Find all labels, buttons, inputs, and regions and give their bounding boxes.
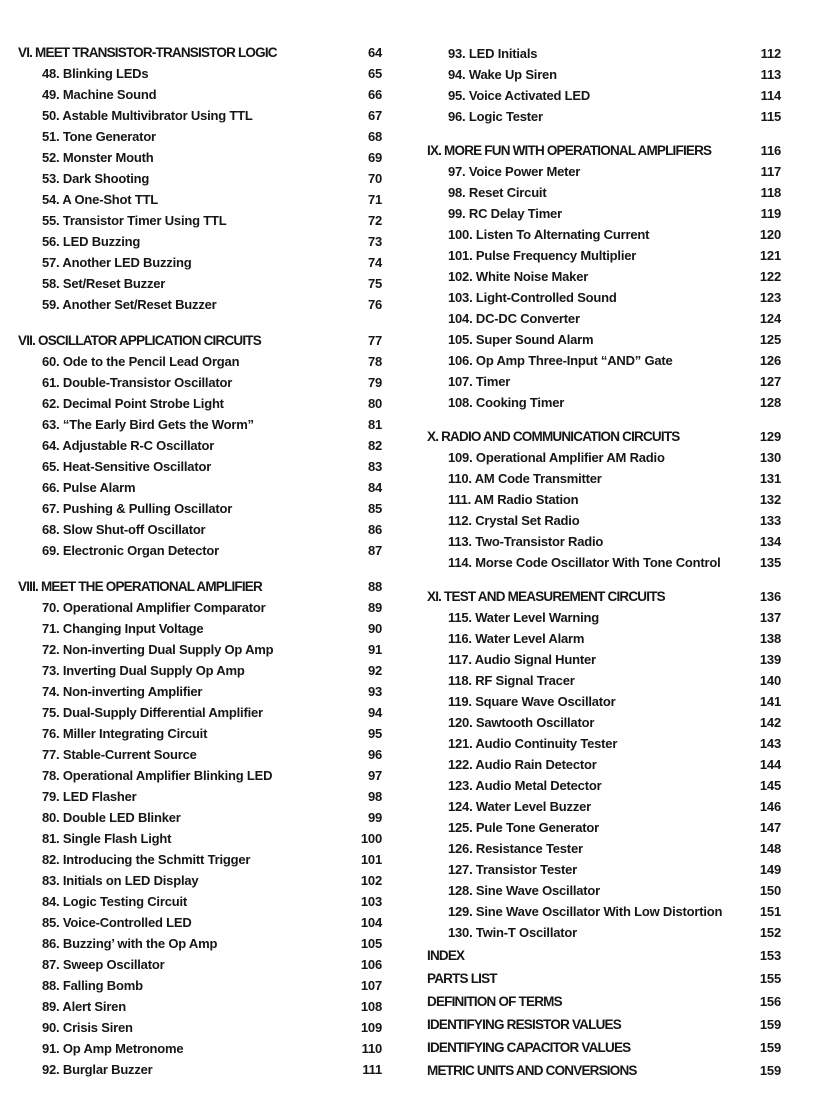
backmatter-title: IDENTIFYING CAPACITOR VALUES bbox=[427, 1040, 631, 1055]
backmatter-page-number: 159 bbox=[759, 1040, 781, 1055]
toc-entry-title: 72. Non-inverting Dual Supply Op Amp bbox=[42, 642, 274, 657]
toc-entry-title: 81. Single Flash Light bbox=[42, 831, 172, 846]
toc-entry-page-number: 132 bbox=[759, 492, 781, 507]
toc-entry-title: 126. Resistance Tester bbox=[448, 841, 583, 856]
toc-entry-page-number: 126 bbox=[759, 353, 781, 368]
toc-entry-title: 51. Tone Generator bbox=[42, 129, 156, 144]
toc-entry-title: 113. Two-Transistor Radio bbox=[448, 534, 604, 549]
toc-entry bbox=[427, 754, 781, 775]
toc-entry-title: 78. Operational Amplifier Blinking LED bbox=[42, 768, 273, 783]
toc-entry bbox=[427, 670, 781, 691]
toc-entry bbox=[18, 456, 382, 477]
toc-entry-title: 87. Sweep Oscillator bbox=[42, 957, 165, 972]
toc-entry bbox=[18, 294, 382, 315]
toc-entry-page-number: 110 bbox=[361, 1041, 382, 1056]
backmatter-row bbox=[427, 1013, 781, 1036]
toc-entry bbox=[427, 859, 781, 880]
toc-entry-title: 52. Monster Mouth bbox=[42, 150, 154, 165]
toc-entry-title: 73. Inverting Dual Supply Op Amp bbox=[42, 663, 245, 678]
toc-block-section bbox=[427, 140, 781, 413]
toc-entry-page-number: 104 bbox=[360, 915, 382, 930]
section-page-number: 88 bbox=[367, 579, 382, 594]
toc-entry-page-number: 152 bbox=[759, 925, 781, 940]
toc-entry-title: 96. Logic Tester bbox=[448, 109, 543, 124]
toc-entry bbox=[427, 224, 781, 245]
toc-entry-title: 68. Slow Shut-off Oscillator bbox=[42, 522, 206, 537]
backmatter-page-number: 156 bbox=[759, 994, 781, 1009]
toc-entry bbox=[18, 105, 382, 126]
section-header-row bbox=[427, 426, 781, 447]
toc-entry-title: 119. Square Wave Oscillator bbox=[448, 694, 616, 709]
toc-entry bbox=[18, 723, 382, 744]
backmatter-page-number: 159 bbox=[759, 1017, 781, 1032]
toc-entry-title: 50. Astable Multivibrator Using TTL bbox=[42, 108, 253, 123]
section-page-number: 129 bbox=[759, 429, 781, 444]
toc-entry-title: 49. Machine Sound bbox=[42, 87, 157, 102]
section-title: X. RADIO AND COMMUNICATION CIRCUITS bbox=[427, 429, 680, 444]
toc-entry bbox=[18, 414, 382, 435]
toc-entry-page-number: 134 bbox=[759, 534, 781, 549]
backmatter-page-number: 159 bbox=[759, 1063, 781, 1078]
toc-entry bbox=[427, 447, 781, 468]
toc-entry bbox=[427, 733, 781, 754]
toc-entry-page-number: 82 bbox=[367, 438, 382, 453]
toc-entry-page-number: 137 bbox=[759, 610, 781, 625]
toc-entry bbox=[18, 498, 382, 519]
toc-entry bbox=[427, 880, 781, 901]
toc-entry-page-number: 150 bbox=[759, 883, 781, 898]
toc-entry bbox=[427, 628, 781, 649]
toc-entry-page-number: 120 bbox=[759, 227, 781, 242]
toc-entry-page-number: 141 bbox=[759, 694, 781, 709]
toc-column-left bbox=[18, 27, 382, 1080]
toc-entry-page-number: 78 bbox=[367, 354, 382, 369]
toc-entry-page-number: 86 bbox=[367, 522, 382, 537]
toc-entry-title: 123. Audio Metal Detector bbox=[448, 778, 602, 793]
toc-entry bbox=[18, 189, 382, 210]
toc-entry-page-number: 112 bbox=[760, 46, 781, 61]
toc-entry bbox=[427, 489, 781, 510]
backmatter-row bbox=[427, 1036, 781, 1059]
toc-entry-page-number: 103 bbox=[360, 894, 382, 909]
toc-entry-page-number: 108 bbox=[360, 999, 382, 1014]
toc-entry bbox=[18, 168, 382, 189]
toc-entry-page-number: 114 bbox=[760, 88, 781, 103]
toc-entry bbox=[427, 182, 781, 203]
toc-entry-page-number: 101 bbox=[360, 852, 382, 867]
toc-entry-page-number: 71 bbox=[367, 192, 382, 207]
toc-entry bbox=[18, 744, 382, 765]
toc-entry-title: 54. A One-Shot TTL bbox=[42, 192, 159, 207]
toc-entry-title: 53. Dark Shooting bbox=[42, 171, 150, 186]
section-page-number: 77 bbox=[367, 333, 382, 348]
toc-entry-page-number: 90 bbox=[367, 621, 382, 636]
toc-entry bbox=[18, 639, 382, 660]
toc-entry bbox=[427, 43, 781, 64]
toc-entry-title: 64. Adjustable R-C Oscillator bbox=[42, 438, 215, 453]
toc-entry bbox=[18, 975, 382, 996]
toc-entry-page-number: 97 bbox=[367, 768, 382, 783]
toc-block-section bbox=[18, 42, 382, 315]
toc-entry-title: 94. Wake Up Siren bbox=[448, 67, 557, 82]
toc-entry bbox=[427, 85, 781, 106]
toc-entry-title: 108. Cooking Timer bbox=[448, 395, 565, 410]
toc-entry-page-number: 92 bbox=[367, 663, 382, 678]
toc-entry-title: 90. Crisis Siren bbox=[42, 1020, 133, 1035]
toc-entry bbox=[427, 531, 781, 552]
section-page-number: 116 bbox=[760, 143, 781, 158]
toc-entry-title: 74. Non-inverting Amplifier bbox=[42, 684, 203, 699]
toc-entry bbox=[18, 1017, 382, 1038]
toc-entry-title: 117. Audio Signal Hunter bbox=[448, 652, 596, 667]
toc-entry bbox=[18, 1059, 382, 1080]
toc-entry-title: 60. Ode to the Pencil Lead Organ bbox=[42, 354, 240, 369]
toc-entry bbox=[18, 933, 382, 954]
backmatter-row bbox=[427, 1059, 781, 1082]
toc-entry-page-number: 113 bbox=[760, 67, 781, 82]
toc-entry bbox=[427, 392, 781, 413]
toc-entry bbox=[427, 838, 781, 859]
toc-entry-title: 124. Water Level Buzzer bbox=[448, 799, 592, 814]
toc-entry-page-number: 87 bbox=[367, 543, 382, 558]
toc-entry bbox=[427, 552, 781, 573]
toc-entry-page-number: 138 bbox=[759, 631, 781, 646]
toc-entry-title: 59. Another Set/Reset Buzzer bbox=[42, 297, 217, 312]
toc-entry bbox=[18, 1038, 382, 1059]
toc-entry-page-number: 151 bbox=[759, 904, 781, 919]
toc-entry-title: 128. Sine Wave Oscillator bbox=[448, 883, 601, 898]
toc-entry-page-number: 142 bbox=[759, 715, 781, 730]
toc-entry-page-number: 94 bbox=[367, 705, 382, 720]
toc-entry-title: 85. Voice-Controlled LED bbox=[42, 915, 192, 930]
toc-entry-page-number: 147 bbox=[759, 820, 781, 835]
toc-entry-title: 70. Operational Amplifier Comparator bbox=[42, 600, 266, 615]
toc-entry bbox=[18, 681, 382, 702]
toc-entry-page-number: 93 bbox=[367, 684, 382, 699]
toc-block-section bbox=[427, 586, 781, 943]
toc-entry-title: 99. RC Delay Timer bbox=[448, 206, 562, 221]
toc-entry bbox=[18, 660, 382, 681]
toc-entry-page-number: 68 bbox=[367, 129, 382, 144]
section-header-row bbox=[427, 140, 781, 161]
toc-entry-title: 65. Heat-Sensitive Oscillator bbox=[42, 459, 212, 474]
toc-entry-title: 82. Introducing the Schmitt Trigger bbox=[42, 852, 251, 867]
toc-entry bbox=[427, 245, 781, 266]
toc-entry bbox=[427, 922, 781, 943]
toc-entry bbox=[18, 231, 382, 252]
toc-entry-page-number: 74 bbox=[367, 255, 382, 270]
toc-entry bbox=[18, 252, 382, 273]
toc-entry-page-number: 98 bbox=[367, 789, 382, 804]
toc-entry-page-number: 144 bbox=[759, 757, 781, 772]
toc-entry-title: 116. Water Level Alarm bbox=[448, 631, 585, 646]
toc-entry bbox=[427, 607, 781, 628]
section-header-row bbox=[427, 586, 781, 607]
toc-entry bbox=[18, 765, 382, 786]
toc-entry-title: 125. Pule Tone Generator bbox=[448, 820, 600, 835]
toc-entry-title: 83. Initials on LED Display bbox=[42, 873, 199, 888]
section-title: XI. TEST AND MEASUREMENT CIRCUITS bbox=[427, 589, 665, 604]
toc-entry bbox=[18, 210, 382, 231]
toc-entry-title: 100. Listen To Alternating Current bbox=[448, 227, 650, 242]
toc-entry-title: 101. Pulse Frequency Multiplier bbox=[448, 248, 637, 263]
toc-entry-title: 95. Voice Activated LED bbox=[448, 88, 591, 103]
toc-entry-title: 118. RF Signal Tracer bbox=[448, 673, 575, 688]
toc-entry-page-number: 127 bbox=[759, 374, 781, 389]
toc-entry-title: 89. Alert Siren bbox=[42, 999, 126, 1014]
toc-entry bbox=[18, 477, 382, 498]
toc-entry bbox=[18, 786, 382, 807]
backmatter-title: INDEX bbox=[427, 948, 465, 963]
toc-entry-title: 48. Blinking LEDs bbox=[42, 66, 149, 81]
toc-entry-page-number: 95 bbox=[367, 726, 382, 741]
toc-entry-page-number: 70 bbox=[367, 171, 382, 186]
toc-entry-page-number: 96 bbox=[367, 747, 382, 762]
toc-entry-title: 129. Sine Wave Oscillator With Low Distortion bbox=[448, 904, 723, 919]
section-title: VI. MEET TRANSISTOR-TRANSISTOR LOGIC bbox=[18, 45, 277, 60]
toc-entry-page-number: 123 bbox=[759, 290, 781, 305]
toc-entry-title: 109. Operational Amplifier AM Radio bbox=[448, 450, 665, 465]
toc-entry-title: 80. Double LED Blinker bbox=[42, 810, 181, 825]
toc-entry-page-number: 73 bbox=[367, 234, 382, 249]
toc-entry-title: 55. Transistor Timer Using TTL bbox=[42, 213, 227, 228]
section-header-row bbox=[18, 576, 382, 597]
toc-entry-page-number: 102 bbox=[360, 873, 382, 888]
toc-entry-title: 111. AM Radio Station bbox=[448, 492, 579, 507]
backmatter-page-number: 155 bbox=[759, 971, 781, 986]
toc-entry bbox=[427, 266, 781, 287]
toc-entry-page-number: 121 bbox=[759, 248, 781, 263]
toc-entry-title: 121. Audio Continuity Tester bbox=[448, 736, 618, 751]
toc-entry bbox=[18, 849, 382, 870]
toc-column-right bbox=[427, 27, 781, 1082]
toc-entry-page-number: 66 bbox=[367, 87, 382, 102]
toc-entry-title: 92. Burglar Buzzer bbox=[42, 1062, 153, 1077]
toc-entry-title: 86. Buzzing’ with the Op Amp bbox=[42, 936, 218, 951]
toc-entry-title: 103. Light-Controlled Sound bbox=[448, 290, 617, 305]
toc-entry bbox=[427, 901, 781, 922]
toc-entry-title: 110. AM Code Transmitter bbox=[448, 471, 602, 486]
toc-entry bbox=[427, 510, 781, 531]
toc-entry-title: 77. Stable-Current Source bbox=[42, 747, 197, 762]
toc-entry-page-number: 100 bbox=[360, 831, 382, 846]
toc-entry-page-number: 89 bbox=[367, 600, 382, 615]
toc-entry-title: 114. Morse Code Oscillator With Tone Control bbox=[448, 555, 721, 570]
toc-entry-page-number: 85 bbox=[367, 501, 382, 516]
toc-entry-title: 104. DC-DC Converter bbox=[448, 311, 580, 326]
toc-entry-page-number: 140 bbox=[759, 673, 781, 688]
toc-entry bbox=[18, 372, 382, 393]
toc-entry bbox=[18, 126, 382, 147]
toc-entry bbox=[18, 912, 382, 933]
toc-entry bbox=[427, 691, 781, 712]
toc-block-section bbox=[427, 426, 781, 573]
toc-block-section bbox=[18, 576, 382, 1080]
toc-entry bbox=[18, 891, 382, 912]
toc-entry-title: 75. Dual-Supply Differential Amplifier bbox=[42, 705, 263, 720]
toc-entry-title: 115. Water Level Warning bbox=[448, 610, 600, 625]
toc-entry-title: 122. Audio Rain Detector bbox=[448, 757, 597, 772]
toc-entry-page-number: 117 bbox=[760, 164, 781, 179]
toc-entry bbox=[427, 649, 781, 670]
toc-entry bbox=[18, 393, 382, 414]
toc-entry-page-number: 80 bbox=[367, 396, 382, 411]
toc-entry-title: 57. Another LED Buzzing bbox=[42, 255, 192, 270]
toc-entry-title: 105. Super Sound Alarm bbox=[448, 332, 594, 347]
toc-entry bbox=[18, 996, 382, 1017]
toc-entry bbox=[18, 351, 382, 372]
toc-entry-page-number: 122 bbox=[759, 269, 781, 284]
toc-entry-page-number: 111 bbox=[362, 1062, 382, 1077]
toc-entry-title: 97. Voice Power Meter bbox=[448, 164, 581, 179]
backmatter-title: PARTS LIST bbox=[427, 971, 497, 986]
toc-block-continuation bbox=[427, 43, 781, 127]
toc-entry-page-number: 83 bbox=[367, 459, 382, 474]
toc-entry-page-number: 145 bbox=[759, 778, 781, 793]
toc-entry-title: 69. Electronic Organ Detector bbox=[42, 543, 219, 558]
toc-entry-page-number: 67 bbox=[367, 108, 382, 123]
toc-entry-page-number: 125 bbox=[759, 332, 781, 347]
toc-entry-page-number: 81 bbox=[367, 417, 382, 432]
toc-entry-title: 127. Transistor Tester bbox=[448, 862, 578, 877]
toc-entry-title: 106. Op Amp Three-Input “AND” Gate bbox=[448, 353, 673, 368]
toc-entry-title: 56. LED Buzzing bbox=[42, 234, 141, 249]
toc-entry-title: 63. “The Early Bird Gets the Worm” bbox=[42, 417, 254, 432]
toc-block-section bbox=[18, 330, 382, 561]
toc-entry bbox=[18, 519, 382, 540]
toc-entry bbox=[427, 796, 781, 817]
toc-entry bbox=[427, 64, 781, 85]
toc-entry-title: 66. Pulse Alarm bbox=[42, 480, 136, 495]
toc-entry-title: 107. Timer bbox=[448, 374, 511, 389]
toc-entry bbox=[427, 468, 781, 489]
toc-entry bbox=[18, 954, 382, 975]
toc-entry bbox=[18, 618, 382, 639]
toc-entry-page-number: 133 bbox=[759, 513, 781, 528]
section-header-row bbox=[18, 42, 382, 63]
toc-entry-page-number: 124 bbox=[759, 311, 781, 326]
toc-entry bbox=[18, 540, 382, 561]
toc-entry bbox=[427, 371, 781, 392]
toc-entry-title: 88. Falling Bomb bbox=[42, 978, 143, 993]
toc-entry bbox=[18, 63, 382, 84]
toc-entry-title: 58. Set/Reset Buzzer bbox=[42, 276, 166, 291]
toc-entry-page-number: 84 bbox=[367, 480, 382, 495]
toc-entry-title: 102. White Noise Maker bbox=[448, 269, 589, 284]
toc-entry bbox=[18, 435, 382, 456]
section-title: VII. OSCILLATOR APPLICATION CIRCUITS bbox=[18, 333, 261, 348]
toc-entry-page-number: 79 bbox=[367, 375, 382, 390]
toc-entry-page-number: 128 bbox=[759, 395, 781, 410]
toc-entry bbox=[18, 597, 382, 618]
toc-entry bbox=[427, 329, 781, 350]
toc-entry bbox=[427, 287, 781, 308]
toc-entry-page-number: 106 bbox=[360, 957, 382, 972]
toc-entry-page-number: 146 bbox=[759, 799, 781, 814]
toc-entry-title: 93. LED Initials bbox=[448, 46, 538, 61]
toc-entry-page-number: 115 bbox=[760, 109, 781, 124]
backmatter-row bbox=[427, 944, 781, 967]
toc-entry-title: 130. Twin-T Oscillator bbox=[448, 925, 578, 940]
toc-entry bbox=[18, 147, 382, 168]
toc-entry-title: 62. Decimal Point Strobe Light bbox=[42, 396, 224, 411]
toc-entry bbox=[18, 807, 382, 828]
toc-entry-page-number: 99 bbox=[367, 810, 382, 825]
toc-entry-page-number: 91 bbox=[367, 642, 382, 657]
toc-entry-page-number: 65 bbox=[367, 66, 382, 81]
section-page-number: 64 bbox=[367, 45, 382, 60]
toc-entry-page-number: 69 bbox=[367, 150, 382, 165]
toc-entry-title: 79. LED Flasher bbox=[42, 789, 137, 804]
toc-entry-page-number: 130 bbox=[759, 450, 781, 465]
toc-entry bbox=[18, 702, 382, 723]
section-page-number: 136 bbox=[759, 589, 781, 604]
toc-entry-title: 71. Changing Input Voltage bbox=[42, 621, 204, 636]
toc-entry-page-number: 148 bbox=[759, 841, 781, 856]
backmatter-row bbox=[427, 990, 781, 1013]
toc-entry-page-number: 105 bbox=[360, 936, 382, 951]
toc-entry bbox=[427, 350, 781, 371]
toc-entry-page-number: 109 bbox=[360, 1020, 382, 1035]
section-title: IX. MORE FUN WITH OPERATIONAL AMPLIFIERS bbox=[427, 143, 712, 158]
toc-entry-title: 76. Miller Integrating Circuit bbox=[42, 726, 208, 741]
toc-entry-title: 84. Logic Testing Circuit bbox=[42, 894, 188, 909]
toc-entry-title: 67. Pushing & Pulling Oscillator bbox=[42, 501, 233, 516]
section-header-row bbox=[18, 330, 382, 351]
toc-entry-title: 120. Sawtooth Oscillator bbox=[448, 715, 595, 730]
toc-entry bbox=[18, 828, 382, 849]
toc-entry-page-number: 76 bbox=[367, 297, 382, 312]
toc-entry bbox=[427, 106, 781, 127]
toc-entry-page-number: 119 bbox=[760, 206, 781, 221]
backmatter-title: METRIC UNITS AND CONVERSIONS bbox=[427, 1063, 637, 1078]
toc-entry-page-number: 135 bbox=[759, 555, 781, 570]
toc-entry bbox=[427, 817, 781, 838]
toc-entry bbox=[427, 775, 781, 796]
toc-entry-page-number: 149 bbox=[759, 862, 781, 877]
toc-entry-page-number: 75 bbox=[367, 276, 382, 291]
toc-entry-title: 98. Reset Circuit bbox=[448, 185, 547, 200]
toc-entry-page-number: 139 bbox=[759, 652, 781, 667]
toc-entry-title: 112. Crystal Set Radio bbox=[448, 513, 580, 528]
toc-entry bbox=[427, 712, 781, 733]
toc-entry bbox=[18, 273, 382, 294]
toc-entry-page-number: 118 bbox=[760, 185, 781, 200]
toc-block-backmatter bbox=[427, 944, 781, 1082]
toc-entry-title: 91. Op Amp Metronome bbox=[42, 1041, 184, 1056]
toc-entry-page-number: 131 bbox=[759, 471, 781, 486]
toc-entry bbox=[427, 308, 781, 329]
toc-entry bbox=[427, 203, 781, 224]
backmatter-row bbox=[427, 967, 781, 990]
toc-entry-page-number: 143 bbox=[759, 736, 781, 751]
backmatter-title: IDENTIFYING RESISTOR VALUES bbox=[427, 1017, 621, 1032]
backmatter-title: DEFINITION OF TERMS bbox=[427, 994, 562, 1009]
section-title: VIII. MEET THE OPERATIONAL AMPLIFIER bbox=[18, 579, 262, 594]
toc-entry bbox=[427, 161, 781, 182]
backmatter-page-number: 153 bbox=[759, 948, 781, 963]
toc-entry-page-number: 107 bbox=[360, 978, 382, 993]
toc-entry-page-number: 72 bbox=[367, 213, 382, 228]
toc-entry bbox=[18, 870, 382, 891]
toc-entry-title: 61. Double-Transistor Oscillator bbox=[42, 375, 233, 390]
toc-entry bbox=[18, 84, 382, 105]
